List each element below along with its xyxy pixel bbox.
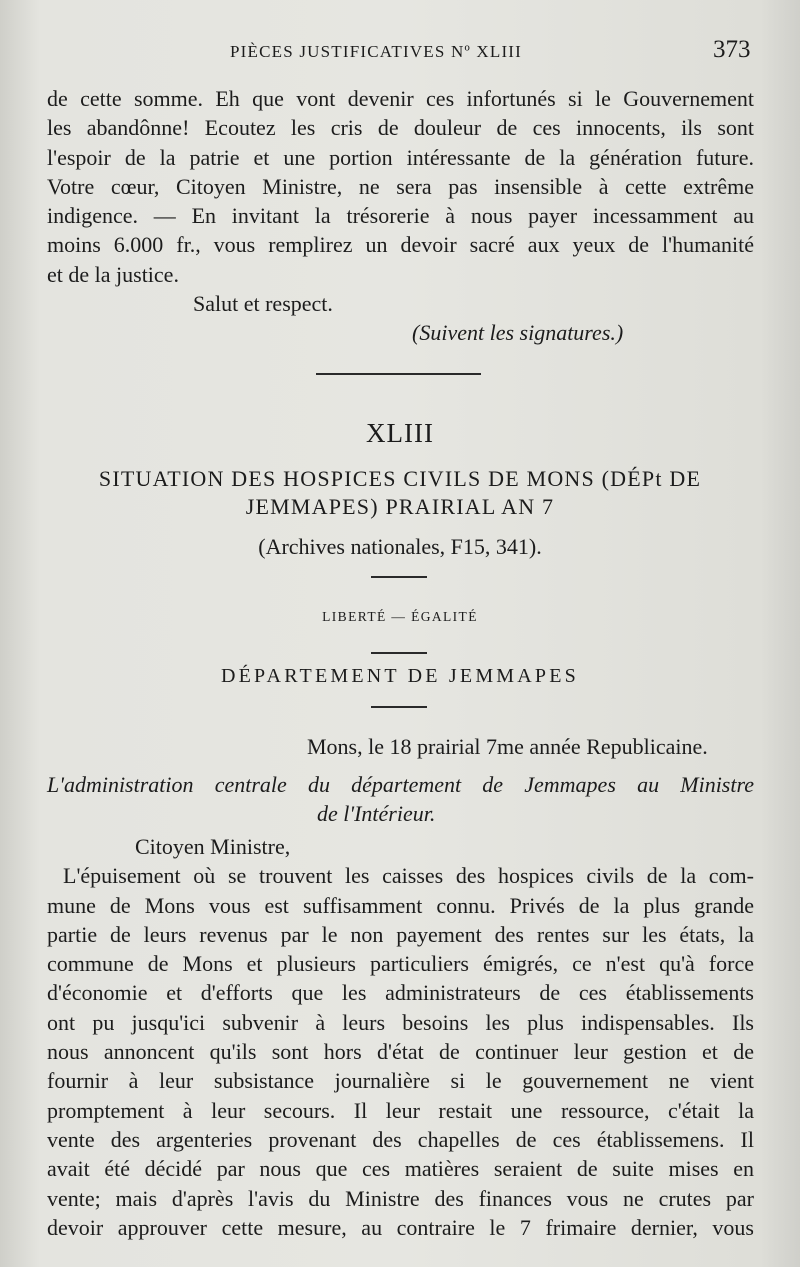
letter-body (47, 832, 754, 1242)
text-line: les abandônne! Ecoutez les cris de douleur de ces innocents, ils sont (47, 115, 754, 141)
signatures-note: (Suivent les signatures.) (412, 320, 624, 346)
short-divider (371, 576, 427, 578)
text-line: de cette somme. Eh que vont devenir ces infortunés si le Gouvernement (47, 86, 754, 111)
page-header (0, 36, 800, 70)
text-line: nous annoncent qu'ils sont hors d'état de continuer leur gestion et de (47, 1039, 754, 1065)
text-line: partie de leurs revenus par le non payement des rentes sur les états, la (47, 921, 754, 947)
section-title-line-2: JEMMAPES) PRAIRIAL AN 7 (245, 494, 555, 519)
letter-ending (47, 84, 754, 348)
short-divider (371, 706, 427, 708)
department-heading: DÉPARTEMENT DE JEMMAPES (221, 665, 579, 687)
text-line: devoir approuver cette mesure, au contraire le 7 frimaire dernier, vous (47, 1214, 754, 1240)
section-divider (316, 373, 481, 375)
text-line: l'espoir de la patrie et une portion intéressante de la génération future. (47, 144, 754, 170)
text-line: promptement à leur secours. Il leur restait une ressource, c'était la (47, 1097, 754, 1123)
text-line: ont pu jusqu'ici subvenir à leurs besoins les plus indispensables. Ils (47, 1009, 754, 1035)
text-line: vente des argenteries provenant des chapelles de ces établissemens. Il (47, 1126, 754, 1152)
address-block (47, 770, 754, 829)
text-line: indigence. — En invitant la trésorerie à nous payer incessamment au (47, 203, 754, 229)
running-title: PIÈCES JUSTIFICATIVES Nº XLIII (230, 42, 523, 61)
salutation: Citoyen Ministre, (135, 834, 291, 859)
motto: LIBERTÉ — ÉGALITÉ (322, 609, 478, 624)
text-line: avait été décidé par nous que ces matières seraient de suite mises en (47, 1156, 754, 1182)
text-line: L'épuisement où se trouvent les caisses des hospices civils de la com- (63, 863, 754, 889)
section-number: XLIII (366, 418, 434, 448)
closing-line: Salut et respect. (193, 291, 333, 317)
text-line: moins 6.000 fr., vous remplirez un devoir sacré aux yeux de l'humanité (47, 232, 754, 258)
dateline: Mons, le 18 prairial 7me année Republicaine. (307, 734, 708, 759)
archive-source: (Archives nationales, F15, 341). (258, 534, 542, 559)
address-line-1: L'administration centrale du département de Jemmapes au Ministre (47, 772, 754, 797)
text-line: d'économie et d'efforts que les administrateurs de ces établissements (47, 980, 754, 1006)
text-line: Votre cœur, Citoyen Ministre, ne sera pas insensible à cette extrême (47, 173, 754, 199)
text-line: vente; mais d'après l'avis du Ministre des finances vous ne crutes par (47, 1185, 754, 1211)
address-line-2: de l'Intérieur. (317, 801, 436, 827)
page-number: 373 (713, 36, 751, 63)
section-title-line-1: SITUATION DES HOSPICES CIVILS DE MONS (DÉPt DE (98, 466, 702, 491)
short-divider (371, 652, 427, 654)
text-line: mune de Mons vous est suffisamment connu. Privés de la plus grande (47, 892, 754, 918)
text-line: et de la justice. (47, 261, 179, 287)
text-line: fournir à leur subsistance journalière si le gouvernement ne vient (47, 1068, 754, 1094)
text-line: commune de Mons et plusieurs particuliers émigrés, ce n'est qu'à force (47, 951, 754, 977)
